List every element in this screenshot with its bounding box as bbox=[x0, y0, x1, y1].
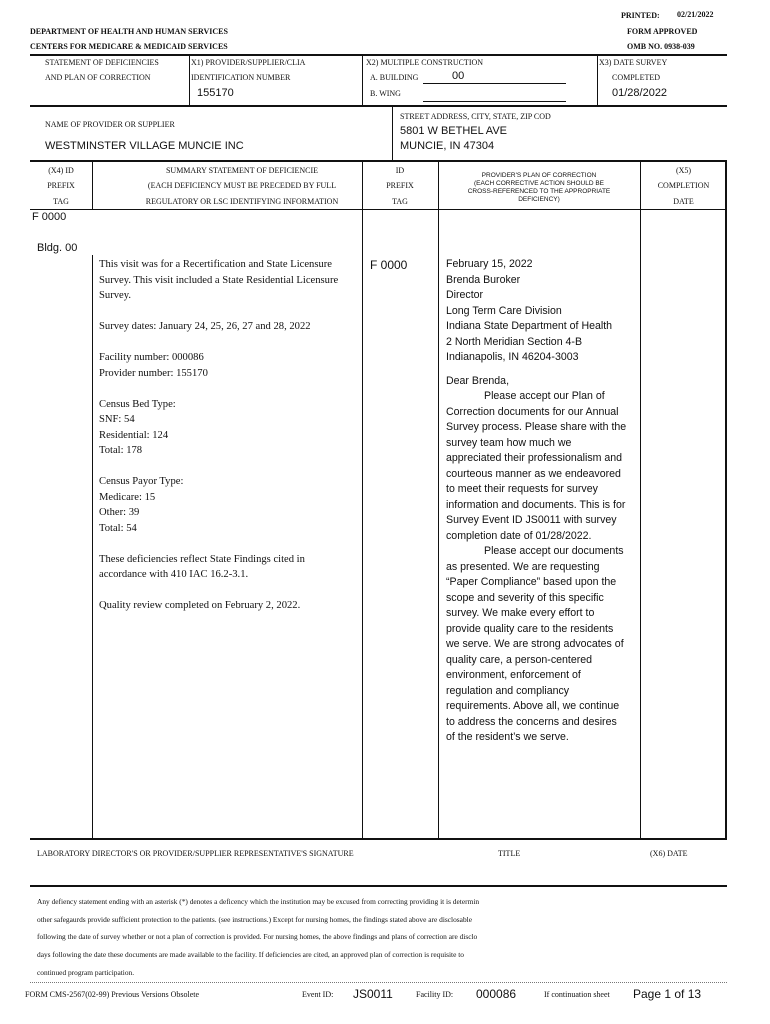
summary-line: SNF: 54 bbox=[99, 414, 135, 425]
building-value: 00 bbox=[452, 70, 465, 82]
summary-line: Facility number: 000086 bbox=[99, 352, 204, 363]
x5-header-line1: (X5) bbox=[675, 166, 692, 175]
summary-header-line2: (EACH DEFICIENCY MUST BE PRECEDED BY FULL bbox=[147, 181, 337, 190]
x1-label-line1: X1) PROVIDER/SUPPLIER/CLIA bbox=[191, 58, 306, 67]
summary-line: Residential: 124 bbox=[99, 429, 169, 441]
page-number: Page 1 of 13 bbox=[633, 987, 702, 1001]
omb-number: OMB NO. 0938-039 bbox=[627, 42, 695, 51]
event-id-value: JS0011 bbox=[353, 987, 393, 1001]
summary-line: Census Payor Type: bbox=[99, 476, 184, 487]
printed-label: PRINTED: bbox=[621, 11, 660, 20]
summary-paragraph: These deficiencies reflect State Findings cited in accordance with 410 IAC 16.2-3.1. bbox=[99, 553, 305, 580]
letter-paragraph-2: Please accept our documents as presented. We are requesting “Paper Compliance” based upon the scope and severity of this specific survey. We make every effort to provide quality care to the residents we serve. We are strong advocates of quality care, a person-centered environment, enforcement of regulation and compliancy requirements. Above all, we continue to address the concerns and desires of the resident’s we serve. bbox=[446, 545, 624, 743]
provider-name-value: WESTMINSTER VILLAGE MUNCIE INC bbox=[45, 140, 244, 152]
building-tag: Bldg. 00 bbox=[37, 242, 78, 254]
letter-paragraph-1: Please accept our Plan of Correction documents for our Annual Survey process. Please share with the survey team how much we appreciated their professionalism and courteous manner as we endeavored to meet their requests for survey information and documents. This is for Survey Event ID JS0011 with survey completion date of 01/28/2022. bbox=[446, 390, 627, 542]
wing-label: B. WING bbox=[370, 89, 401, 98]
id-header-line1: ID bbox=[395, 166, 405, 175]
department-heading: DEPARTMENT OF HEALTH AND HUMAN SERVICES bbox=[30, 27, 228, 36]
statement-label-line1: STATEMENT OF DEFICIENCIES bbox=[45, 58, 159, 67]
correction-letter bbox=[446, 257, 628, 746]
plan-tag: F 0000 bbox=[370, 258, 408, 272]
plan-header-line1: PROVIDER'S PLAN OF CORRECTION bbox=[481, 172, 597, 179]
letter-recipient: Brenda Buroker bbox=[446, 273, 521, 286]
summary-line: Other: 39 bbox=[99, 507, 140, 518]
summary-line: Total: 54 bbox=[99, 522, 137, 534]
summary-line: Census Bed Type: bbox=[99, 398, 176, 410]
cms-heading: CENTERS FOR MEDICARE & MEDICAID SERVICES bbox=[30, 42, 228, 51]
f-tag: F 0000 bbox=[32, 211, 67, 223]
x5-header-line2: COMPLETION bbox=[657, 181, 710, 190]
continuation-label: If continuation sheet bbox=[544, 990, 610, 999]
provider-name-label: NAME OF PROVIDER OR SUPPLIER bbox=[45, 120, 175, 129]
letter-city: Indianapolis, IN 46204-3003 bbox=[446, 351, 579, 363]
x4-header-line2: PREFIX bbox=[47, 181, 75, 190]
summary-header-line3: REGULATORY OR LSC IDENTIFYING INFORMATION bbox=[145, 197, 339, 206]
x3-label-line1: X3) DATE SURVEY bbox=[599, 58, 668, 67]
letter-street: 2 North Meridian Section 4-B bbox=[446, 335, 583, 348]
signature-label: LABORATORY DIRECTOR'S OR PROVIDER/SUPPLIER REPRESENTATIVE'S SIGNATURE bbox=[37, 849, 354, 858]
letter-division: Long Term Care Division bbox=[446, 304, 562, 317]
address-line2: MUNCIE, IN 47304 bbox=[400, 140, 495, 152]
event-id-label: Event ID: bbox=[302, 990, 334, 999]
provider-id-value: 155170 bbox=[197, 87, 234, 99]
summary-paragraph: Quality review completed on February 2, 2022. bbox=[99, 600, 301, 611]
x2-label: X2) MULTIPLE CONSTRUCTION bbox=[366, 58, 484, 67]
summary-text bbox=[99, 257, 354, 629]
disclaimer-line: continued program participation. bbox=[37, 967, 135, 977]
letter-recipient-title: Director bbox=[446, 289, 484, 301]
plan-header-line3: CROSS-REFERENCED TO THE APPROPRIATE bbox=[467, 188, 611, 195]
x3-label-line2: COMPLETED bbox=[612, 73, 660, 82]
letter-department: Indiana State Department of Health bbox=[446, 320, 613, 332]
letter-date: February 15, 2022 bbox=[446, 258, 533, 270]
id-header-line3: TAG bbox=[392, 197, 408, 206]
facility-id-value: 000086 bbox=[476, 987, 517, 1001]
survey-completed-date: 01/28/2022 bbox=[612, 87, 668, 99]
form-number: FORM CMS-2567(02-99) Previous Versions Obsolete bbox=[25, 990, 200, 999]
summary-header-line1: SUMMARY STATEMENT OF DEFICIENCIE bbox=[165, 166, 319, 175]
x4-header-line3: TAG bbox=[53, 197, 69, 206]
x1-label-line2: IDENTIFICATION NUMBER bbox=[191, 73, 291, 82]
form-approved-label: FORM APPROVED bbox=[627, 27, 698, 36]
title-label: TITLE bbox=[498, 849, 521, 858]
address-label: STREET ADDRESS, CITY, STATE, ZIP COD bbox=[400, 112, 551, 121]
disclaimer-line: days following the date these documents are made available to the facility. If deficiencies are cited, an approved plan of correction is requisite to bbox=[37, 950, 464, 960]
x5-header-line3: DATE bbox=[673, 197, 694, 206]
printed-date: 02/21/2022 bbox=[677, 10, 714, 19]
statement-label-line2: AND PLAN OF CORRECTION bbox=[45, 73, 151, 82]
plan-header-line4: DEFICIENCY) bbox=[518, 196, 560, 203]
summary-line: Provider number: 155170 bbox=[99, 367, 208, 379]
address-line1: 5801 W BETHEL AVE bbox=[400, 125, 507, 137]
building-label: A. BUILDING bbox=[370, 73, 419, 82]
id-header-line2: PREFIX bbox=[386, 181, 414, 190]
disclaimer-line: following the date of survey whether or not a plan of correction is provided. For nursing homes, the above findings and plans of correction are disclo bbox=[37, 932, 478, 942]
plan-header-line2: (EACH CORRECTIVE ACTION SHOULD BE bbox=[473, 180, 605, 187]
x4-header-line1: (X4) ID bbox=[48, 166, 74, 175]
x6-date-label: (X6) DATE bbox=[650, 849, 688, 858]
summary-line: Total: 178 bbox=[99, 445, 143, 456]
disclaimer bbox=[37, 893, 479, 982]
summary-paragraph: Survey dates: January 24, 25, 26, 27 and 28, 2022 bbox=[99, 321, 311, 332]
summary-line: Medicare: 15 bbox=[99, 491, 156, 503]
letter-salutation: Dear Brenda, bbox=[446, 374, 510, 387]
summary-paragraph: This visit was for a Recertification and State Licensure Survey. This visit included a State Residential Licensure Survey. bbox=[99, 259, 339, 301]
disclaimer-line: Any defiency statement ending with an asterisk (*) denotes a deficency which the institution may be excused from correcting providing it is determin bbox=[37, 897, 480, 906]
disclaimer-line: other safegaurds provide sufficient protection to the patients. (see instructions.) Except for nursing homes, the findings stated above are disclosable bbox=[37, 914, 472, 924]
facility-id-label: Facility ID: bbox=[416, 990, 454, 999]
